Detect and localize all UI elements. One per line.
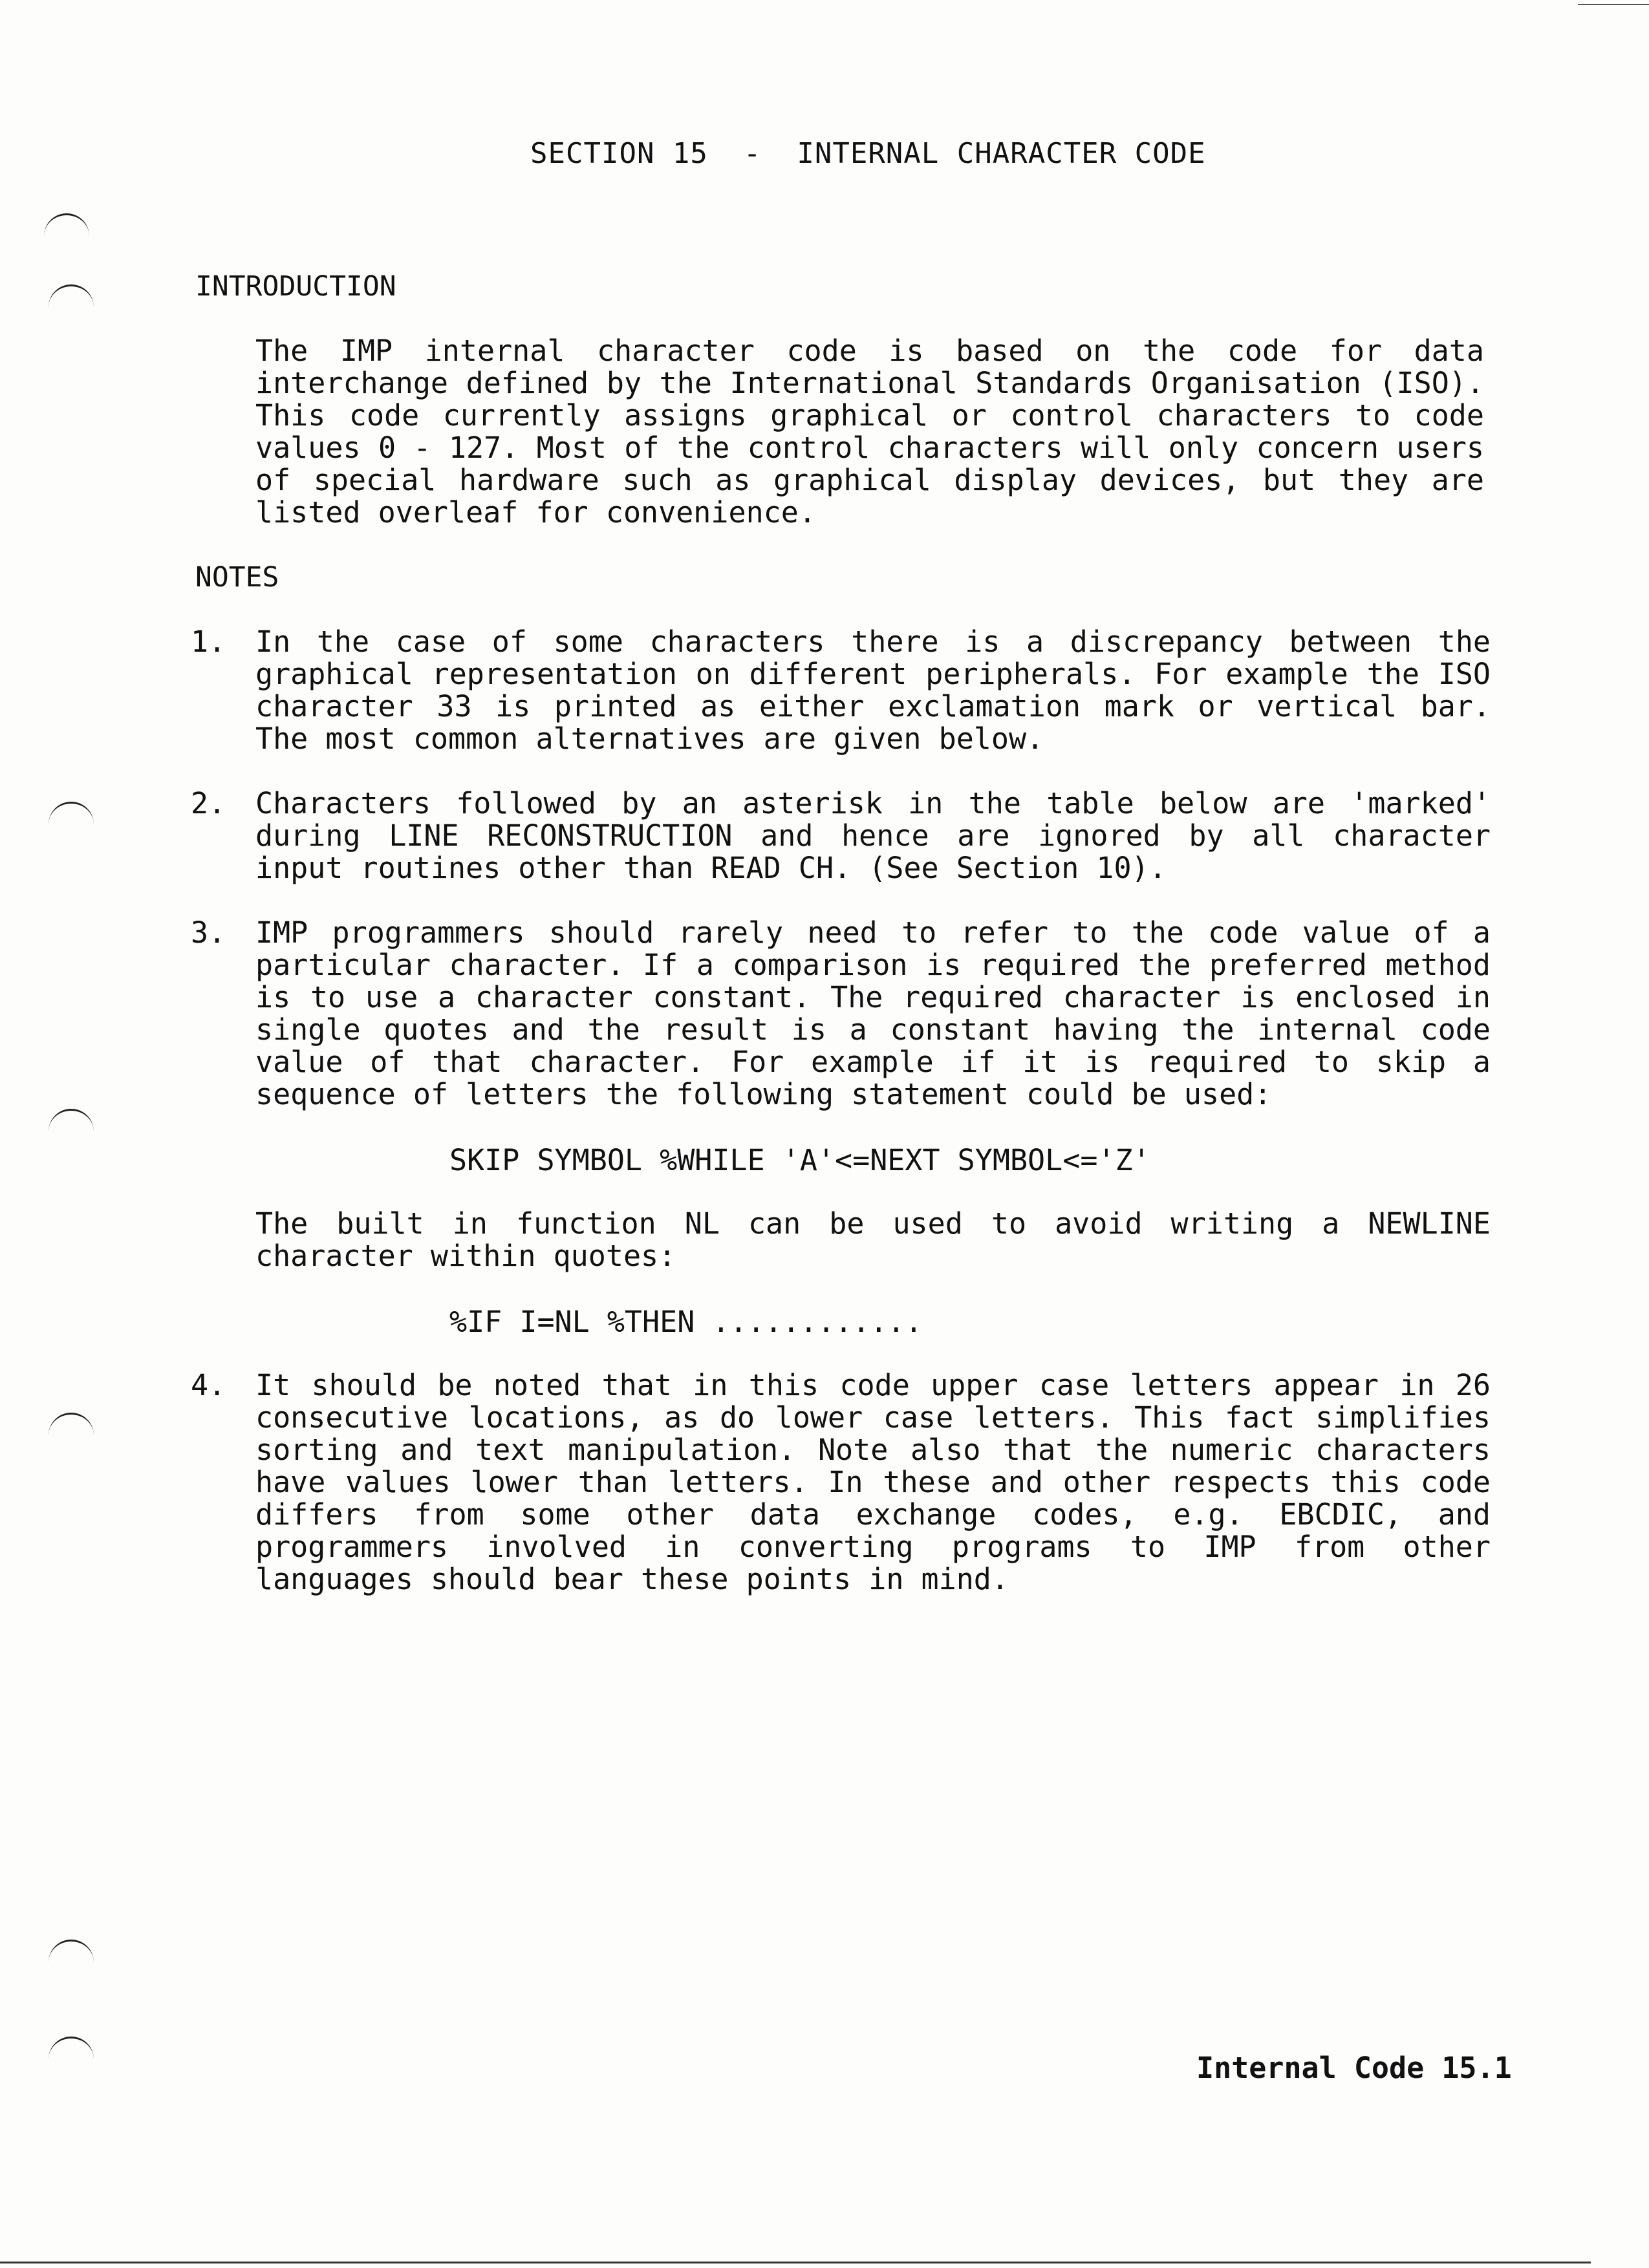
page-footer: Internal Code 15.1 bbox=[1196, 2051, 1512, 2085]
punch-hole-mark bbox=[48, 802, 94, 829]
builtin-nl-paragraph: The built in function NL can be used to avoid writing a NEWLINE character within quotes: bbox=[255, 1206, 1491, 1273]
note-text: IMP programmers should rarely need to refer to the code value of a particular character. If a comparison is required the preferred method is to use a character constant. The required character is enclosed in single quotes and the result is a constant having the internal code value of that character. For example if it is required to skip a sequence of letters the following statement could be used: bbox=[255, 915, 1491, 1111]
punch-hole-mark bbox=[48, 284, 94, 312]
punch-hole-mark bbox=[48, 1940, 94, 1967]
note-item-3 bbox=[191, 917, 1491, 1111]
note-item-4 bbox=[191, 1369, 1491, 1596]
punch-hole-mark bbox=[48, 1413, 94, 1440]
note-item-2 bbox=[191, 787, 1491, 884]
note-number: 1. bbox=[191, 625, 226, 659]
punch-hole-mark bbox=[44, 213, 89, 241]
bottom-edge-rule bbox=[0, 2262, 1591, 2263]
note-item-1 bbox=[191, 626, 1491, 755]
introduction-paragraph bbox=[255, 335, 1484, 529]
introduction-text: The IMP internal character code is based on the code for data interchange defined by the International Standards Organisation (ISO). This code currently assigns graphical or control characters to code values 0 - 127. Most of the control characters will only concern users of special hardware such as graphical display devices, but they are listed overleaf for convenience. bbox=[255, 334, 1484, 530]
note-number: 3. bbox=[191, 915, 226, 950]
code-example-if-nl: %IF I=NL %THEN ............ bbox=[449, 1305, 923, 1339]
note-text: Characters followed by an asterisk in the table below are 'marked' during LINE RECONSTRUCTION and hence are ignored by all character input routines other than READ CH. (See Section 10). bbox=[255, 786, 1491, 885]
note-text: In the case of some characters there is a discrepancy between the graphical representation on different peripherals. For example the ISO character 33 is printed as either exclamation mark or vertical bar. The most common alternatives are given below. bbox=[255, 625, 1491, 756]
note-text: It should be noted that in this code upper case letters appear in 26 consecutive locations, as do lower case letters. This fact simplifies sorting and text manipulation. Note also that the numeric characters have values lower than letters. In these and other respects this code differs from some other data exchange codes, e.g. EBCDIC, and programmers involved in converting programs to IMP from other languages should bear these points in mind. bbox=[255, 1368, 1491, 1596]
note-number: 4. bbox=[191, 1368, 226, 1402]
punch-hole-mark bbox=[48, 1109, 94, 1137]
introduction-heading: INTRODUCTION bbox=[195, 270, 396, 303]
top-edge-rule bbox=[1578, 4, 1649, 5]
punch-hole-mark bbox=[48, 2037, 94, 2064]
code-example-skip-symbol: SKIP SYMBOL %WHILE 'A'<=NEXT SYMBOL<='Z' bbox=[449, 1143, 1150, 1177]
section-title: SECTION 15 - INTERNAL CHARACTER CODE bbox=[530, 137, 1206, 170]
notes-heading: NOTES bbox=[195, 561, 279, 594]
note-number: 2. bbox=[191, 786, 226, 820]
